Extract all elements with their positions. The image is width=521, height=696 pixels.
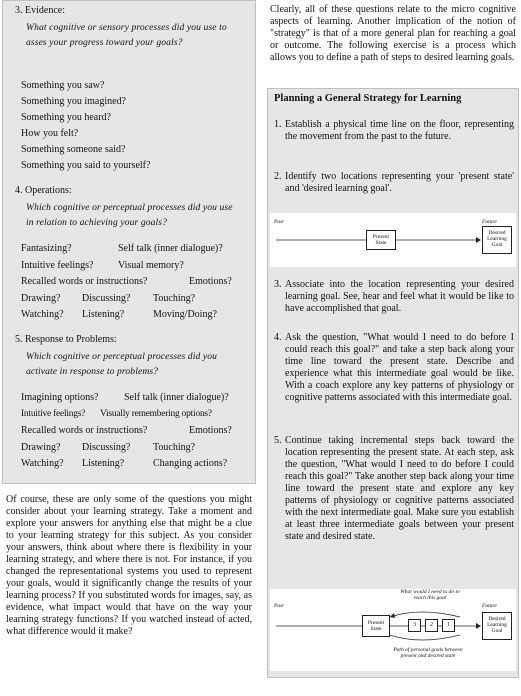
desired-goal-box: Desired Learning Goal xyxy=(482,226,512,254)
step-box: 2 xyxy=(425,619,438,632)
section-4-heading: 4. Operations: xyxy=(15,185,72,196)
step-3: 3. Associate into the location representing your desired learning goal. See, hear and feel what it would be like to have accomplished that goal. xyxy=(274,279,514,314)
response-row: Watching? Listening? Changing actions? xyxy=(21,458,228,469)
intro-paragraph: Clearly, all of these questions relate to the micro cognitive aspects of learning. Another implication of the notion of "strategy" is that of a more general plan for reaching a goal or outcome. The following exercise is a process which allows you to define a path of steps to desired learning goals. xyxy=(270,4,516,63)
section-5-question: Which cognitive or perceptual processes did you activate in response to problems? xyxy=(26,351,218,377)
present-state-box: Present State xyxy=(366,230,396,250)
step-4: 4. Ask the question, "What would I need to do before I could reach this goal?" and take a step back along your time line toward the present state. Describe and experience what this intermediate goal would be like. With a coach explore any key patterns of physiology or cognitive patterns associated with this intermediate goal. xyxy=(274,332,514,403)
evidence-item: Something you said to yourself? xyxy=(21,160,151,171)
future-label: Future xyxy=(482,603,497,609)
operations-row: Recalled words or instructions? Emotions? xyxy=(21,276,232,287)
section-4-question: Which cognitive or perceptual processes did you use in relation to achieving your goals? xyxy=(26,202,233,228)
present-state-box: Present State xyxy=(362,615,390,637)
left-column xyxy=(0,0,258,696)
evidence-item: Something you saw? xyxy=(21,80,105,91)
diagram-top-caption: What would I need to do to reach this goal xyxy=(400,589,460,601)
diagram-bottom-caption: Path of personal goals between present and desired state xyxy=(393,647,463,659)
evidence-item: Something you imagined? xyxy=(21,96,126,107)
response-row: Intuitive feelings? Visually remembering options? xyxy=(21,409,212,419)
desired-goal-box: Desired Learning Goal xyxy=(482,612,512,640)
discussion-paragraph: Of course, these are only some of the questions you might consider about your learning strategy. Take a moment and explore your answers for anything else that might be a clue to your learning strategy for this subject. As you consider your answers, think about where there is flexibility in your learning strategy, and where there is not. For instance, if you changed the representational systems you used to represent your goals, would it significantly change the results of your learning process? If you substituted words for images, say, as evidence, what impact would that have on the way your learning strategy functions? If you watched instead of acted, what difference would it make? xyxy=(6,494,252,637)
right-column xyxy=(262,0,521,696)
operations-row: Intuitive feelings? Visual memory? xyxy=(21,260,184,271)
past-label: Past xyxy=(274,603,284,609)
section-5-heading: 5. Response to Problems: xyxy=(15,334,117,345)
step-box: 1 xyxy=(442,619,455,632)
timeline-diagram-2 xyxy=(270,589,516,671)
evidence-item: Something you heard? xyxy=(21,112,111,123)
section-3-question: What cognitive or sensory processes did you use to asses your progress toward your goals? xyxy=(26,22,227,48)
step-2: 2. Identify two locations representing your 'present state' and 'desired learning goal'. xyxy=(274,171,514,194)
timeline-diagram-1 xyxy=(270,213,516,267)
past-label: Past xyxy=(274,219,284,225)
response-row: Imagining options? Self talk (inner dialogue)? xyxy=(21,392,229,403)
evidence-item: Something someone said? xyxy=(21,144,126,155)
future-label: Future xyxy=(482,219,497,225)
operations-row: Watching? Listening? Moving/Doing? xyxy=(21,309,217,320)
operations-row: Drawing? Discussing? Touching? xyxy=(21,293,196,304)
strategy-box xyxy=(267,88,519,678)
operations-row: Fantasizing? Self talk (inner dialogue)? xyxy=(21,243,223,254)
evidence-item: How you felt? xyxy=(21,128,79,139)
questions-box xyxy=(2,0,256,484)
step-5: 5. Continue taking incremental steps back toward the location representing the present state. At each step, ask the question, "What would I need to do before I could reach this goal?" Take another step back along your time line toward the present state and explore any key patterns of physiology or cognitive patterns associated with the next intermediate goal. Make sure you establish at least three intermediate goals between your present state and desired state. xyxy=(274,435,514,542)
response-row: Recalled words or instructions? Emotions? xyxy=(21,425,232,436)
step-1: 1. Establish a physical time line on the floor, representing the movement from the past to the future. xyxy=(274,119,514,142)
response-row: Drawing? Discussing? Touching? xyxy=(21,442,196,453)
section-3-heading: 3. Evidence: xyxy=(15,5,65,16)
strategy-title: Planning a General Strategy for Learning xyxy=(274,93,462,104)
step-box: 3 xyxy=(408,619,421,632)
